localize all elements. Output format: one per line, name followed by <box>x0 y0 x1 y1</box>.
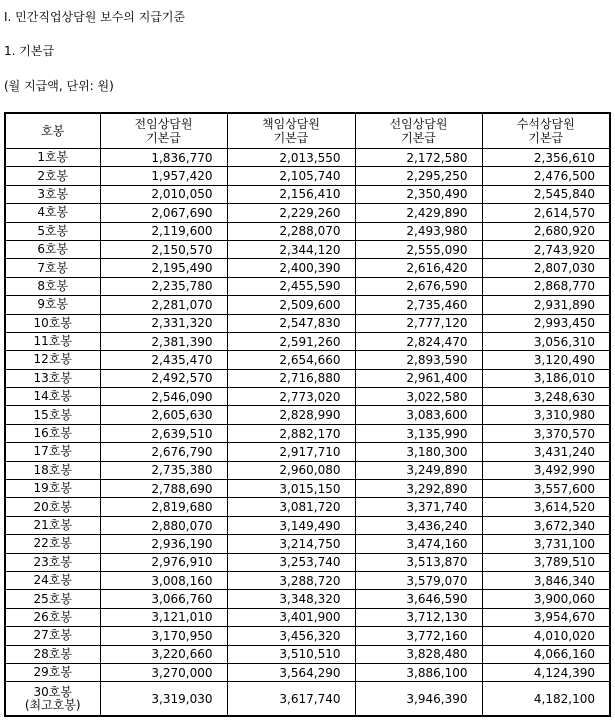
salary-cell: 2,917,710 <box>227 443 355 461</box>
salary-cell: 3,672,340 <box>482 516 610 534</box>
salary-cell: 3,083,600 <box>355 406 482 424</box>
column-header-chief <box>482 113 610 149</box>
salary-cell: 2,547,830 <box>227 314 355 332</box>
salary-cell: 4,182,100 <box>482 682 610 716</box>
salary-cell: 3,712,130 <box>355 608 482 626</box>
table-row <box>5 535 610 553</box>
salary-cell: 3,022,580 <box>355 388 482 406</box>
grade-cell: 27호봉 <box>5 627 100 645</box>
salary-cell: 2,509,600 <box>227 296 355 314</box>
table-row <box>5 388 610 406</box>
salary-cell: 2,993,450 <box>482 314 610 332</box>
salary-cell: 3,579,070 <box>355 571 482 589</box>
salary-cell: 2,882,170 <box>227 424 355 442</box>
table-row <box>5 461 610 479</box>
salary-cell: 3,646,590 <box>355 590 482 608</box>
salary-cell: 2,605,630 <box>100 406 227 424</box>
salary-cell: 2,936,190 <box>100 535 227 553</box>
table-row <box>5 663 610 681</box>
grade-cell: 23호봉 <box>5 553 100 571</box>
table-row <box>5 332 610 350</box>
column-header-title: 수석상담원 <box>516 117 575 131</box>
salary-cell: 3,828,480 <box>355 645 482 663</box>
salary-cell: 2,546,090 <box>100 388 227 406</box>
grade-cell: 3호봉 <box>5 185 100 203</box>
salary-cell: 3,214,750 <box>227 535 355 553</box>
salary-cell: 3,456,320 <box>227 627 355 645</box>
salary-cell: 2,828,990 <box>227 406 355 424</box>
grade-cell: 17호봉 <box>5 443 100 461</box>
table-row <box>5 480 610 498</box>
table-row <box>5 553 610 571</box>
grade-cell: 22호봉 <box>5 535 100 553</box>
grade-cell: 16호봉 <box>5 424 100 442</box>
salary-cell: 2,893,590 <box>355 351 482 369</box>
grade-cell: 11호봉 <box>5 332 100 350</box>
salary-cell: 3,008,160 <box>100 571 227 589</box>
grade-cell: 13호봉 <box>5 369 100 387</box>
salary-cell: 3,170,950 <box>100 627 227 645</box>
salary-cell: 2,960,080 <box>227 461 355 479</box>
salary-cell: 4,124,390 <box>482 663 610 681</box>
salary-cell: 4,010,020 <box>482 627 610 645</box>
salary-cell: 3,789,510 <box>482 553 610 571</box>
salary-cell: 2,356,610 <box>482 149 610 167</box>
table-row <box>5 424 610 442</box>
salary-cell: 2,735,460 <box>355 296 482 314</box>
column-header-title: 전임상담원 <box>134 117 193 131</box>
table-row <box>5 516 610 534</box>
salary-cell: 3,772,160 <box>355 627 482 645</box>
salary-cell: 3,348,320 <box>227 590 355 608</box>
grade-cell: 15호봉 <box>5 406 100 424</box>
salary-cell: 3,220,660 <box>100 645 227 663</box>
salary-cell: 2,807,030 <box>482 259 610 277</box>
salary-cell: 2,680,920 <box>482 222 610 240</box>
table-row <box>5 167 610 185</box>
salary-cell: 3,431,240 <box>482 443 610 461</box>
document-heading: Ⅰ. 민간직업상담원 보수의 지급기준 <box>4 10 186 24</box>
salary-cell: 4,066,160 <box>482 645 610 663</box>
section-subheading: 1. 기본급 <box>4 44 55 58</box>
salary-table <box>4 112 611 717</box>
salary-cell: 3,492,990 <box>482 461 610 479</box>
table-row <box>5 149 610 167</box>
salary-cell: 2,773,020 <box>227 388 355 406</box>
salary-cell: 3,510,510 <box>227 645 355 663</box>
salary-cell: 3,120,490 <box>482 351 610 369</box>
salary-cell: 2,455,590 <box>227 277 355 295</box>
salary-cell: 3,015,150 <box>227 480 355 498</box>
salary-cell: 3,954,670 <box>482 608 610 626</box>
salary-cell: 3,270,000 <box>100 663 227 681</box>
table-row <box>5 314 610 332</box>
salary-cell: 3,886,100 <box>355 663 482 681</box>
salary-cell: 2,777,120 <box>355 314 482 332</box>
salary-cell: 3,946,390 <box>355 682 482 716</box>
salary-table-body <box>5 149 610 716</box>
header-row <box>5 113 610 149</box>
column-header-full-time <box>100 113 227 149</box>
column-header-subtitle: 기본급 <box>401 131 436 145</box>
salary-cell: 2,788,690 <box>100 480 227 498</box>
salary-cell: 2,676,590 <box>355 277 482 295</box>
grade-cell: 19호봉 <box>5 480 100 498</box>
grade-cell: 10호봉 <box>5 314 100 332</box>
salary-cell: 2,229,260 <box>227 204 355 222</box>
unit-note: (월 지급액, 단위: 원) <box>4 79 114 93</box>
salary-cell: 3,149,490 <box>227 516 355 534</box>
salary-cell: 3,292,890 <box>355 480 482 498</box>
salary-cell: 2,616,420 <box>355 259 482 277</box>
table-row <box>5 277 610 295</box>
salary-cell: 3,248,630 <box>482 388 610 406</box>
table-row <box>5 571 610 589</box>
salary-cell: 2,555,090 <box>355 240 482 258</box>
salary-cell: 2,493,980 <box>355 222 482 240</box>
salary-cell: 2,614,570 <box>482 204 610 222</box>
table-row <box>5 608 610 626</box>
salary-cell: 2,435,470 <box>100 351 227 369</box>
salary-cell: 3,513,870 <box>355 553 482 571</box>
salary-cell: 2,331,320 <box>100 314 227 332</box>
salary-cell: 2,105,740 <box>227 167 355 185</box>
salary-cell: 3,474,160 <box>355 535 482 553</box>
salary-cell: 2,639,510 <box>100 424 227 442</box>
salary-cell: 2,931,890 <box>482 296 610 314</box>
column-header-title: 선임상담원 <box>389 117 448 131</box>
salary-cell: 2,067,690 <box>100 204 227 222</box>
grade-column-header: 호봉 <box>5 113 100 149</box>
salary-cell: 3,900,060 <box>482 590 610 608</box>
table-row <box>5 351 610 369</box>
salary-cell: 2,344,120 <box>227 240 355 258</box>
salary-cell: 2,195,490 <box>100 259 227 277</box>
salary-cell: 3,731,100 <box>482 535 610 553</box>
column-header-senior <box>355 113 482 149</box>
salary-cell: 3,081,720 <box>227 498 355 516</box>
grade-cell: 28호봉 <box>5 645 100 663</box>
table-row <box>5 240 610 258</box>
table-row <box>5 259 610 277</box>
table-row <box>5 590 610 608</box>
salary-cell: 2,119,600 <box>100 222 227 240</box>
salary-cell: 3,557,600 <box>482 480 610 498</box>
salary-cell: 2,429,890 <box>355 204 482 222</box>
grade-cell: 8호봉 <box>5 277 100 295</box>
salary-cell: 2,288,070 <box>227 222 355 240</box>
table-row <box>5 627 610 645</box>
salary-cell: 2,824,470 <box>355 332 482 350</box>
salary-cell: 2,492,570 <box>100 369 227 387</box>
salary-cell: 3,121,010 <box>100 608 227 626</box>
salary-cell: 2,819,680 <box>100 498 227 516</box>
grade-cell: 7호봉 <box>5 259 100 277</box>
salary-cell: 2,156,410 <box>227 185 355 203</box>
grade-label: 30호봉 <box>33 684 72 699</box>
salary-cell: 2,381,390 <box>100 332 227 350</box>
salary-cell: 2,676,790 <box>100 443 227 461</box>
salary-cell: 1,957,420 <box>100 167 227 185</box>
grade-cell: 9호봉 <box>5 296 100 314</box>
salary-cell: 3,310,980 <box>482 406 610 424</box>
grade-cell: 24호봉 <box>5 571 100 589</box>
salary-cell: 2,150,570 <box>100 240 227 258</box>
salary-cell: 3,846,340 <box>482 571 610 589</box>
salary-cell: 3,180,300 <box>355 443 482 461</box>
grade-cell: 20호봉 <box>5 498 100 516</box>
table-row <box>5 296 610 314</box>
salary-cell: 3,186,010 <box>482 369 610 387</box>
salary-cell: 3,564,290 <box>227 663 355 681</box>
table-row <box>5 204 610 222</box>
column-header-subtitle: 기본급 <box>146 131 181 145</box>
column-header-subtitle: 기본급 <box>528 131 564 145</box>
grade-cell: 2호봉 <box>5 167 100 185</box>
grade-cell: 26호봉 <box>5 608 100 626</box>
table-row <box>5 645 610 663</box>
grade-cell: 14호봉 <box>5 388 100 406</box>
grade-cell <box>5 682 100 716</box>
salary-cell: 3,401,900 <box>227 608 355 626</box>
table-row <box>5 443 610 461</box>
salary-cell: 3,056,310 <box>482 332 610 350</box>
table-row <box>5 406 610 424</box>
table-row <box>5 185 610 203</box>
salary-cell: 2,880,070 <box>100 516 227 534</box>
salary-cell: 2,281,070 <box>100 296 227 314</box>
grade-cell: 4호봉 <box>5 204 100 222</box>
salary-cell: 2,743,920 <box>482 240 610 258</box>
salary-cell: 3,617,740 <box>227 682 355 716</box>
grade-cell: 6호봉 <box>5 240 100 258</box>
salary-cell: 2,545,840 <box>482 185 610 203</box>
column-header-title: 책임상담원 <box>262 117 320 131</box>
column-header-subtitle: 기본급 <box>273 131 309 145</box>
salary-cell: 3,436,240 <box>355 516 482 534</box>
salary-cell: 3,066,760 <box>100 590 227 608</box>
salary-cell: 2,868,770 <box>482 277 610 295</box>
salary-cell: 3,319,030 <box>100 682 227 716</box>
salary-cell: 2,716,880 <box>227 369 355 387</box>
table-row <box>5 369 610 387</box>
salary-cell: 3,288,720 <box>227 571 355 589</box>
table-row-top-grade <box>5 682 610 716</box>
salary-cell: 3,614,520 <box>482 498 610 516</box>
salary-cell: 2,235,780 <box>100 277 227 295</box>
grade-cell: 25호봉 <box>5 590 100 608</box>
salary-cell: 2,591,260 <box>227 332 355 350</box>
salary-cell: 3,371,740 <box>355 498 482 516</box>
salary-cell: 3,249,890 <box>355 461 482 479</box>
grade-cell: 29호봉 <box>5 663 100 681</box>
table-row <box>5 498 610 516</box>
salary-cell: 2,400,390 <box>227 259 355 277</box>
salary-cell: 2,013,550 <box>227 149 355 167</box>
grade-cell: 12호봉 <box>5 351 100 369</box>
salary-cell: 3,370,570 <box>482 424 610 442</box>
salary-cell: 2,172,580 <box>355 149 482 167</box>
salary-cell: 3,253,740 <box>227 553 355 571</box>
salary-cell: 2,350,490 <box>355 185 482 203</box>
salary-cell: 3,135,990 <box>355 424 482 442</box>
grade-cell: 1호봉 <box>5 149 100 167</box>
grade-cell: 5호봉 <box>5 222 100 240</box>
salary-cell: 2,476,500 <box>482 167 610 185</box>
salary-cell: 2,735,380 <box>100 461 227 479</box>
grade-label-note: (최고호봉) <box>24 697 81 712</box>
salary-cell: 2,654,660 <box>227 351 355 369</box>
salary-table-header <box>5 113 610 149</box>
salary-cell: 2,976,910 <box>100 553 227 571</box>
grade-cell: 18호봉 <box>5 461 100 479</box>
salary-cell: 2,295,250 <box>355 167 482 185</box>
salary-cell: 2,010,050 <box>100 185 227 203</box>
table-row <box>5 222 610 240</box>
grade-cell: 21호봉 <box>5 516 100 534</box>
salary-cell: 2,961,400 <box>355 369 482 387</box>
salary-cell: 1,836,770 <box>100 149 227 167</box>
column-header-responsible <box>227 113 355 149</box>
